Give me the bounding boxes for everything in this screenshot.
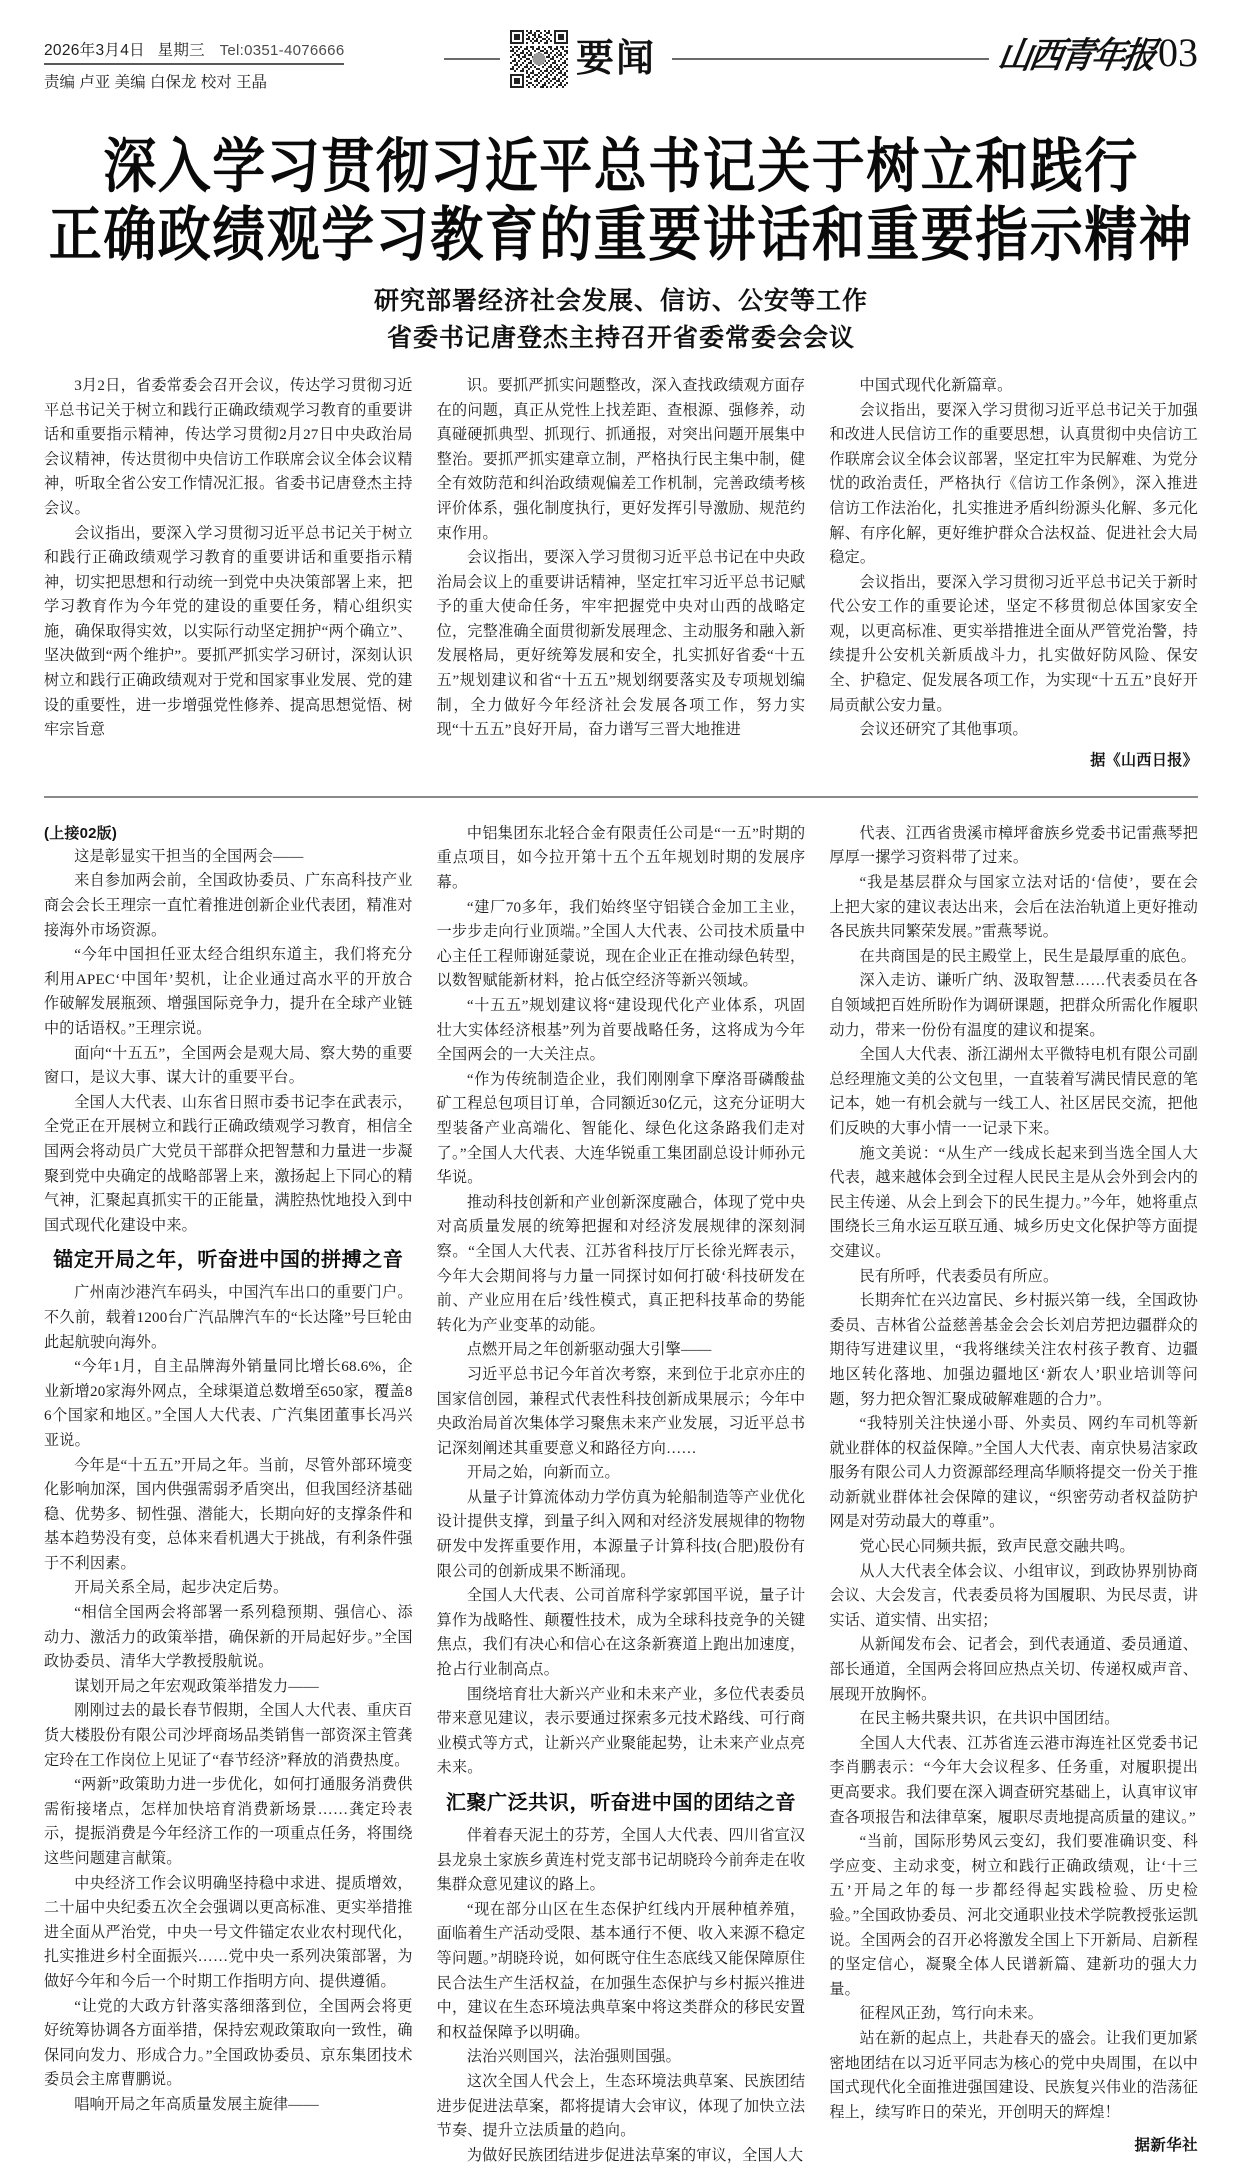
paragraph: 习近平总书记今年首次考察，来到位于北京亦庄的国家信创园，兼程式代表性科技创新成果展示；今年中央政治局首次集体学习聚焦未来产业发展，习近平总书记深刻阐述其重要意义和路径方向……	[436, 1366, 806, 1457]
editor-credits: 责编 卢亚 美编 白保龙 校对 王晶	[44, 74, 268, 91]
subheadline-1: 研究部署经济社会发展、信访、公安等工作	[373, 287, 868, 315]
paragraph: 全国人大代表、公司首席科学家郭国平说，量子计算作为战略性、颠覆性技术，成为全球科技竞争的关键焦点，我们有决心和信心在这条新赛道上跑出加速度，抢占行业制高点。	[436, 1588, 806, 1679]
section-heading-struggle: 锚定开局之年，听奋进中国的拼搏之音	[53, 1249, 404, 1272]
paragraph: 为做好民族团结进步促进法草案的审议，全国人大	[466, 2147, 804, 2164]
paragraph: 谋划开局之年宏观政策举措发力——	[74, 1678, 319, 1695]
paragraph: 这次全国人代会上，生态环境法典草案、民族团结进步促进法草案，都将提请大会审议，体现了加快立法节奏、提升立法质量的趋向。	[436, 2073, 806, 2140]
paragraph: “让党的大政方针落实落细落到位，全国两会将更好统筹协调各方面举措，保持宏观政策取向一致性，确保同向发力、形成合力。”全国政协委员、京东集团技术委员会主席曹鹏说。	[44, 1998, 413, 2089]
paragraph: “我特别关注快递小哥、外卖员、网约车司机等新就业群体的权益保障。”全国人大代表、南京快易洁家政服务有限公司人力资源部经理高华顺将提交一份关于推动新就业群体社会保障的建议，“织密劳动者权益防护网是对劳动最大的尊重”。	[829, 1416, 1199, 1531]
paragraph: 伴着春天泥土的芬芳，全国人大代表、四川省宣汉县龙泉土家族乡黄连村党支部书记胡晓玲今前奔走在收集群众意见建议的路上。	[436, 1828, 806, 1894]
subheadline-2: 省委书记唐登杰主持召开省委常委会会议	[386, 325, 855, 353]
paragraph: 站在新的起点上，共赴春天的盛会。让我们更加紧密地团结在以习近平同志为核心的党中央周围，在以中国式现代化全面推进强国建设、民族复兴伟业的浩荡征程上，续写昨日的荣光，开创明天的辉煌！	[829, 2030, 1199, 2121]
masthead-right	[995, 16, 1198, 77]
paragraph: 刚刚过去的最长春节假期，全国人大代表、重庆百货大楼股份有限公司沙坪商场品类销售一部资深主管龚定玲在工作岗位上见证了“春节经济”释放的消费热度。	[44, 1703, 413, 1769]
paragraph: “作为传统制造企业，我们刚刚拿下摩洛哥磷酸盐矿工程总包项目订单，合同额近30亿元，这充分证明大型装备产业高端化、智能化、绿色化这条路我们走对了。”全国人大代表、大连华锐重工集团副总设计师孙元华说。	[436, 1071, 806, 1187]
paragraph: 开局之始，向新而立。	[466, 1465, 620, 1482]
paragraph: 识。要抓严抓实问题整改，深入查找政绩观方面存在的问题，真正从党性上找差距、查根源、强修养，动真碰硬抓典型、抓现行、抓通报，对突出问题开展集中整治。要抓严抓实建章立制，严格执行民主集中制，健全有效防范和纠治政绩观偏差工作机制，完善政绩考核评价体系，强化制度执行，更好发挥引导激励、规范约束作用。	[436, 377, 806, 542]
paragraph: 党心民心同频共振，致声民意交融共鸣。	[859, 1539, 1135, 1556]
paragraph: 从量子计算流体动力学仿真为轮船制造等产业优化设计提供支撑，到量子纠入网和对经济发展规律的物物研发中发挥重要作用，本源量子计算科技(合肥)股份有限公司的创新成果不断涌现。	[436, 1489, 806, 1580]
paragraph: 长期奔忙在兴边富民、乡村振兴第一线，全国政协委员、吉林省公益慈善基金会会长刘启芳把边疆群众的期待写进建议里，“我将继续关注农村孩子教育、边疆地区转化落地、加强边疆地区‘新农人’职业培训等问题，努力把众智汇聚成破解难题的合力”。	[829, 1293, 1199, 1408]
paragraph: 会议指出，要深入学习贯彻习近平总书记关于加强和改进人民信访工作的重要思想，认真贯彻中央信访工作联席会议全体会议部署，坚定扛牢为民解难、为党分忧的政治责任，严格执行《信访工作条例》，深入推进信访工作法治化，扎实推进矛盾纠纷源头化解、多元化解、有序化解，更好维护群众合法权益、促进社会大局稳定。	[829, 402, 1199, 567]
paragraph: “建厂70多年，我们始终坚守铝镁合金加工主业，一步步走向行业顶端。”全国人大代表、公司技术质量中心主任工程师谢延蒙说，现在企业正在推动绿色转型，以数智赋能新材料，抢占低空经济等新兴领域。	[436, 899, 806, 990]
paragraph: 会议指出，要深入学习贯彻习近平总书记关于树立和践行正确政绩观学习教育的重要讲话和重要指示精神，切实把思想和行动统一到党中央决策部署上来，把学习教育作为今年党的建设的重要任务，精心组织实施，确保取得实效，以实际行动坚定拥护“两个确立”、坚决做到“两个维护”。要抓严抓实学习研讨，深刻认识树立和践行正确政绩观对于党和国家事业发展、党的建设的重要性，进一步增强党性修养、提高思想觉悟、树牢宗旨意	[44, 525, 413, 739]
paragraph: 全国人大代表、江苏省连云港市海连社区党委书记李肖鹏表示：“今年大会议程多、任务重，对履职提出更高要求。我们要在深入调查研究基础上，认真审议审查各项报告和法律草案，履职尽责地提高质量的建议。”	[829, 1735, 1199, 1826]
paragraph: 来自参加两会前，全国政协委员、广东高科技产业商会会长王理宗一直忙着推进创新企业代表团，精准对接海外市场资源。	[44, 873, 413, 939]
paragraph: 在共商国是的民主殿堂上，民生是最厚重的底色。	[859, 948, 1196, 965]
masthead	[44, 0, 1198, 108]
article1-column-1	[44, 374, 413, 770]
paper-logo: 山西青年报	[995, 37, 1157, 77]
paragraph: 民有所呼，代表委员有所应。	[859, 1268, 1059, 1285]
paragraph: 这是彰显实干担当的全国两会——	[74, 848, 304, 865]
article2-column-2	[437, 822, 806, 2168]
paragraph: “今年中国担任亚太经合组织东道主，我们将充分利用APEC‘中国年’契机，让企业通过高水平的开放合作破解发展瓶颈、增强国际竞争力，提升在全球产业链中的话语权。”王理宗说。	[44, 947, 413, 1037]
paragraph: 中央经济工作会议明确坚持稳中求进、提质增效，二十届中央纪委五次全会强调以更高标准、更实举措推进全面从严治党，中央一号文件锚定农业农村现代化，扎实推进乡村全面振兴……党中央一系列决策部署，为做好今年和今后一个时期工作指明方向、提供遵循。	[44, 1875, 413, 1990]
masthead-center	[444, 16, 999, 88]
paragraph: 在民主畅共聚共识，在共识中国团结。	[859, 1711, 1120, 1728]
headline-block	[44, 134, 1198, 358]
article2-source: 据新华社	[1134, 2137, 1199, 2155]
publication-date-row	[44, 38, 344, 65]
paragraph: 从新闻发布会、记者会，到代表通道、委员通道、部长通道，全国两会将回应热点关切、传递权威声音、展现开放胸怀。	[829, 1637, 1199, 1703]
paragraph: 开局关系全局，起步决定后势。	[74, 1580, 289, 1597]
rule-left	[444, 58, 500, 60]
subheadline-block	[44, 283, 1198, 358]
paragraph: 会议指出，要深入学习贯彻习近平总书记在中央政治局会议上的重要讲话精神，坚定扛牢习近平总书记赋予的重大使命任务，牢牢把握党中央对山西的战略定位，完整准确全面贯彻新发展理念、主动服务和融入新发展格局，更好统筹发展和安全，扎实抓好省委“十五五”规划建议和省“十五五”规划纲要落实及专项规划编制，全力做好今年经济社会发展各项工作，努力实现“十五五”良好开局，奋力谱写三晋大地推进	[436, 550, 806, 739]
paragraph: 征程风正劲，笃行向未来。	[859, 2006, 1044, 2023]
section-title: 要闻	[576, 38, 657, 80]
masthead-left	[44, 16, 444, 92]
paragraph: 点燃开局之年创新驱动强大引擎——	[466, 1342, 712, 1359]
telephone: Tel:0351-4076666	[219, 42, 345, 59]
paragraph: 法治兴则国兴，法治强则国强。	[466, 2049, 681, 2066]
paragraph: 会议还研究了其他事项。	[859, 722, 1028, 739]
paragraph: “当前，国际形势风云变幻，我们要准确识变、科学应变、主动求变，树立和践行正确政绩观，让‘十三五’开局之年的每一步都经得起实践检验、历史检验。”全国政协委员、河北交通职业技术学院教授张运凯说。全国两会的召开必将激发全国上下开新局、启新程的坚定信心，凝聚全体人民谱新篇、建新功的强大力量。	[829, 1834, 1199, 1998]
headline-line-2: 正确政绩观学习教育的重要讲话和重要指示精神	[48, 203, 1194, 269]
paragraph: “相信全国两会将部署一系列稳预期、强信心、添动力、激活力的政策举措，确保新的开局起好步。”全国政协委员、清华大学教授殷航说。	[44, 1605, 413, 1671]
paragraph: 唱响开局之年高质量发展主旋律——	[74, 2096, 319, 2113]
article1-column-3	[829, 374, 1198, 770]
article-two-sessions	[44, 822, 1198, 2168]
paragraph: “两新”政策助力进一步优化，如何打通服务消费供需衔接堵点，怎样加快培育消费新场景……龚定玲表示，提振消费是今年经济工作的一项重点任务，将围绕这些问题建言献策。	[44, 1777, 413, 1867]
publication-date: 2026年3月4日	[44, 42, 145, 59]
paragraph: 从人大代表全体会议、小组审议，到政协界别协商会议、大会发言，代表委员将为国履职、为民尽责，讲实话、道实情、出实招；	[829, 1563, 1199, 1629]
section-heading-unity: 汇聚广泛共识，听奋进中国的团结之音	[445, 1792, 797, 1814]
paragraph: 会议指出，要深入学习贯彻习近平总书记关于新时代公安工作的重要论述，坚定不移贯彻总体国家安全观，以更高标准、更实举措推进全面从严管党治警，持续提升公安机关新质战斗力，扎实做好防风险、保安全、护稳定、促发展各项工作，为实现“十五五”良好开局贡献公安力量。	[829, 574, 1199, 714]
section-divider	[44, 796, 1198, 798]
paragraph: 全国人大代表、山东省日照市委书记李在武表示，全党正在开展树立和践行正确政绩观学习教育，相信全国两会将动员广大党员干部群众把智慧和力量进一步凝聚到党中央确定的战略部署上来，激扬起上下同心的精气神，汇聚起真抓实干的正能量，满腔热忱地投入到中国式现代化建设中来。	[44, 1094, 413, 1234]
paragraph: 代表、江西省贵溪市樟坪畲族乡党委书记雷燕琴把厚厚一摞学习资料带了过来。	[829, 825, 1199, 867]
qr-code-icon[interactable]	[510, 30, 568, 88]
article1-source: 据《山西日报》	[1090, 752, 1199, 769]
paragraph: 中国式现代化新篇章。	[859, 377, 1013, 394]
paragraph: 中铝集团东北轻合金有限责任公司是“一五”时期的重点项目，如今拉开第十五个五年规划时期的发展序幕。	[436, 825, 806, 892]
main-headline	[44, 134, 1198, 272]
weekday: 星期三	[157, 42, 205, 59]
article1-column-2	[437, 374, 806, 770]
paragraph: “今年1月，自主品牌海外销量同比增长68.6%，企业新增20家海外网点，全球渠道总数增至650家，覆盖86个国家和地区。”全国人大代表、广汽集团董事长冯兴亚说。	[44, 1359, 413, 1449]
rule-mid	[672, 58, 989, 60]
article2-column-3	[829, 822, 1198, 2168]
paragraph: 今年是“十五五”开局之年。当前，尽管外部环境变化影响加深，国内供强需弱矛盾突出，但我国经济基础稳、优势多、韧性强、潜能大，长期向好的支撑条件和基本趋势没有变，总体来看机遇大于挑战，有利条件强于不利因素。	[44, 1457, 413, 1572]
paragraph: 围绕培育壮大新兴产业和未来产业，多位代表委员带来意见建议，表示要通过探索多元技术路线、可行商业模式等方式，让新兴产业聚能起势，让未来产业点亮未来。	[436, 1686, 806, 1777]
headline-line-1: 深入学习贯彻习近平总书记关于树立和践行	[103, 135, 1139, 201]
paragraph: 全国人大代表、浙江湖州太平微特电机有限公司副总经理施文美的公文包里，一直装着写满民情民意的笔记本，她一有机会就与一线工人、社区居民交流，把他们反映的大事小情一一记录下来。	[829, 1047, 1199, 1137]
paragraph: 推动科技创新和产业创新深度融合，体现了党中央对高质量发展的统筹把握和对经济发展规律的深刻洞察。“全国人大代表、江苏省科技厅厅长徐光辉表示，今年大会期间将与力量一同探讨如何打破‘科技研发在前、产业应用在后’线性模式，真正把科技革命的势能转化为产业变革的动能。	[436, 1194, 806, 1334]
paragraph: 广州南沙港汽车码头，中国汽车出口的重要门户。不久前，载着1200台广汽品牌汽车的“长达隆”号巨轮由此起航驶向海外。	[44, 1285, 413, 1351]
article-provincial-meeting	[44, 374, 1198, 770]
paragraph: 施文美说：“从生产一线成长起来到当选全国人大代表，越来越体会到全过程人民民主是从会外到会内的民主传递、从会上到会下的民生提力。”今年，她将重点围绕长三角水运互联互通、城乡历史文化保护等方面提交建议。	[829, 1145, 1199, 1260]
paragraph: “十五五”规划建议将“建设现代化产业体系，巩固壮大实体经济根基”列为首要战略任务，这将成为今年全国两会的一大关注点。	[436, 998, 806, 1064]
page-number: 03	[1158, 29, 1198, 75]
paragraph: 面向“十五五”，全国两会是观大局、察大势的重要窗口，是议大事、谋大计的重要平台。	[44, 1045, 413, 1087]
article2-column-1	[44, 822, 413, 2168]
paragraph: 深入走访、谦听广纳、汲取智慧……代表委员在各自领域把百姓所盼作为调研课题，把群众所需化作履职动力，带来一份份有温度的建议和提案。	[829, 973, 1199, 1039]
paragraph: 3月2日，省委常委会召开会议，传达学习贯彻习近平总书记关于树立和践行正确政绩观学习教育的重要讲话和重要指示精神，传达学习贯彻2月27日中央政治局会议精神，传达贯彻中央信访工作联席会议全体会议精神，听取全省公安工作情况汇报。省委书记唐登杰主持会议。	[44, 377, 413, 517]
paragraph: “现在部分山区在生态保护红线内开展种植养殖，面临着生产活动受限、基本通行不便、收入来源不稳定等问题。”胡晓玲说，如何既守住生态底线又能保障原住民合法生产生活权益，在加强生态保护与乡村振兴推进中，建议在生态环境法典草案中将这类群众的移民安置和权益保障予以明确。	[436, 1901, 806, 2041]
continuation-note: (上接02版)	[44, 824, 118, 842]
paragraph: “我是基层群众与国家立法对话的‘信使’，要在会上把大家的建议表达出来，会后在法治轨道上更好推动各民族共同繁荣发展。”雷燕琴说。	[829, 875, 1199, 941]
